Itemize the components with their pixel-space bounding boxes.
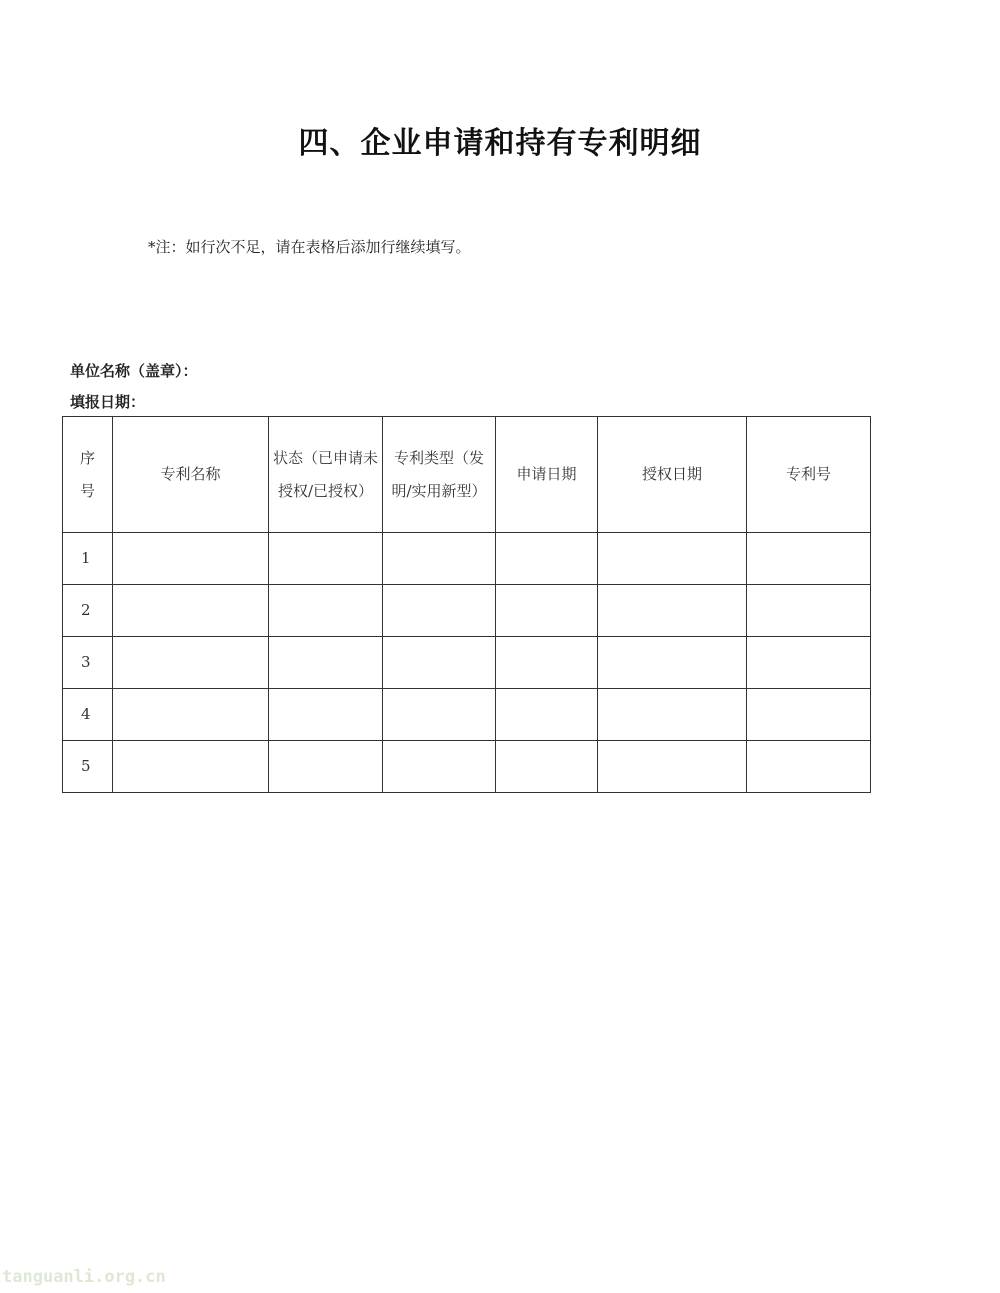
table-cell[interactable] — [269, 741, 383, 793]
table-cell[interactable] — [747, 585, 871, 637]
note-text: *注：如行次不足，请在表格后添加行继续填写。 — [148, 238, 471, 256]
table-cell[interactable] — [383, 533, 496, 585]
table-cell[interactable] — [598, 585, 747, 637]
table-row — [63, 533, 871, 585]
table-cell[interactable] — [496, 585, 598, 637]
table-row — [63, 637, 871, 689]
table-cell[interactable] — [113, 533, 269, 585]
table-cell[interactable] — [269, 689, 383, 741]
table-row — [63, 741, 871, 793]
fill-date-label: 填报日期： — [70, 393, 146, 411]
table-cell[interactable] — [598, 637, 747, 689]
watermark: tanguanli.org.cn — [2, 1267, 166, 1287]
table-cell[interactable] — [598, 689, 747, 741]
header-patent-name: 专利名称 — [113, 417, 269, 533]
table-cell[interactable] — [269, 533, 383, 585]
table-cell[interactable] — [383, 689, 496, 741]
page-title: 四、企业申请和持有专利明细 — [298, 126, 702, 161]
row-index: 2 — [63, 585, 113, 637]
row-index: 1 — [63, 533, 113, 585]
table-cell[interactable] — [113, 689, 269, 741]
table-cell[interactable] — [496, 689, 598, 741]
table-cell[interactable] — [113, 585, 269, 637]
header-patent-type: 专利类型（发明/实用新型） — [383, 417, 496, 533]
table-cell[interactable] — [383, 741, 496, 793]
table-cell[interactable] — [598, 741, 747, 793]
header-status: 状态（已申请未授权/已授权） — [269, 417, 383, 533]
header-grant-date: 授权日期 — [598, 417, 747, 533]
table-cell[interactable] — [383, 585, 496, 637]
table-row — [63, 585, 871, 637]
table-row — [63, 689, 871, 741]
table-cell[interactable] — [269, 585, 383, 637]
patent-table — [62, 416, 871, 793]
table-cell[interactable] — [496, 637, 598, 689]
header-index: 序号 — [63, 417, 113, 533]
table-cell[interactable] — [747, 689, 871, 741]
table-cell[interactable] — [269, 637, 383, 689]
table-cell[interactable] — [383, 637, 496, 689]
table-cell[interactable] — [113, 741, 269, 793]
table-cell[interactable] — [747, 637, 871, 689]
table-cell[interactable] — [747, 533, 871, 585]
row-index: 5 — [63, 741, 113, 793]
table-cell[interactable] — [496, 741, 598, 793]
unit-name-label: 单位名称（盖章）： — [70, 362, 198, 380]
table-header-row — [63, 417, 871, 533]
row-index: 4 — [63, 689, 113, 741]
table-cell[interactable] — [113, 637, 269, 689]
row-index: 3 — [63, 637, 113, 689]
table-cell[interactable] — [747, 741, 871, 793]
table-cell[interactable] — [496, 533, 598, 585]
table-cell[interactable] — [598, 533, 747, 585]
header-patent-number: 专利号 — [747, 417, 871, 533]
header-application-date: 申请日期 — [496, 417, 598, 533]
